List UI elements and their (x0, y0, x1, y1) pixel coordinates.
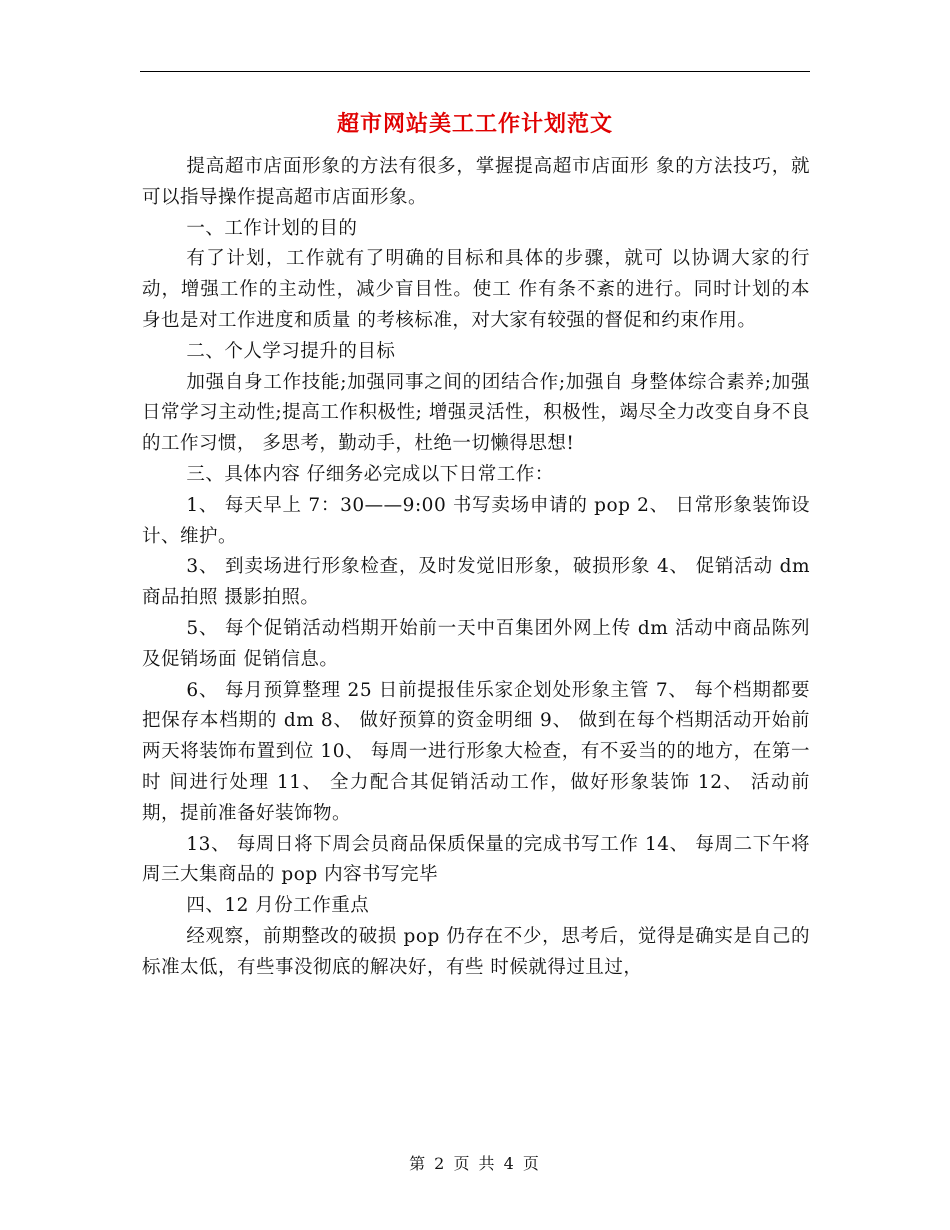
paragraph: 13、 每周日将下周会员商品保质保量的完成书写工作 14、 每周二下午将周三大集商品的 pop 内容书写完毕 (142, 833, 810, 886)
page-number: 第 2 页 共 4 页 (409, 1154, 541, 1173)
section-heading: 一、工作计划的目的 (186, 217, 358, 239)
paragraph: 有了计划，工作就有了明确的目标和具体的步骤，就可 以协调大家的行动，增强工作的主动性，减少盲目性。使工 作有条不紊的进行。同时计划的本身也是对工作进度和质量 的考核标准，对大家有较强的督促和约束作用。 (142, 248, 810, 331)
section-heading: 三、具体内容 仔细务必完成以下日常工作： (186, 463, 554, 485)
section-heading: 四、12 月份工作重点 (186, 895, 370, 917)
paragraph: 提高超市店面形象的方法有很多，掌握提高超市店面形 象的方法技巧，就可以指导操作提高超市店面形象。 (142, 156, 810, 208)
paragraph: 经观察，前期整改的破损 pop 仍存在不少，思考后，觉得是确实是自己的标准太低，有些事没彻底的解决好，有些 时候就得过且过， (142, 925, 810, 978)
paragraph: 1、 每天早上 7：30——9:00 书写卖场申请的 pop 2、 日常形象装饰设计、维护。 (142, 494, 810, 547)
paragraph: 6、 每月预算整理 25 日前提报佳乐家企划处形象主管 7、 每个档期都要把保存本档期的 dm 8、 做好预算的资金明细 9、 做到在每个档期活动开始前两天将装饰布置到位 10、 每周一进行形象大检查，有不妥当的的地方，在第一时 间进行处理 11、 全力配合其促销活动工作，做好形象装饰 12、 活动前期，提前准备好装饰物。 (142, 679, 810, 824)
paragraph: 5、 每个促销活动档期开始前一天中百集团外网上传 dm 活动中商品陈列及促销场面 促销信息。 (142, 617, 810, 670)
document-title: 超市网站美工工作计划范文 (336, 111, 613, 137)
paragraph: 3、 到卖场进行形象检查，及时发觉旧形象，破损形象 4、 促销活动 dm 商品拍照 摄影拍照。 (142, 556, 810, 609)
paragraph: 加强自身工作技能;加强同事之间的团结合作;加强自 身整体综合素养;加强日常学习主动性;提高工作积极性; 增强灵活性，积极性，竭尽全力改变自身不良的工作习惯， 多思考，勤动手，杜绝一切懒得思想! (142, 371, 810, 455)
document-body (142, 152, 810, 984)
section-heading: 二、个人学习提升的目标 (186, 340, 396, 362)
header-rule (140, 71, 810, 72)
